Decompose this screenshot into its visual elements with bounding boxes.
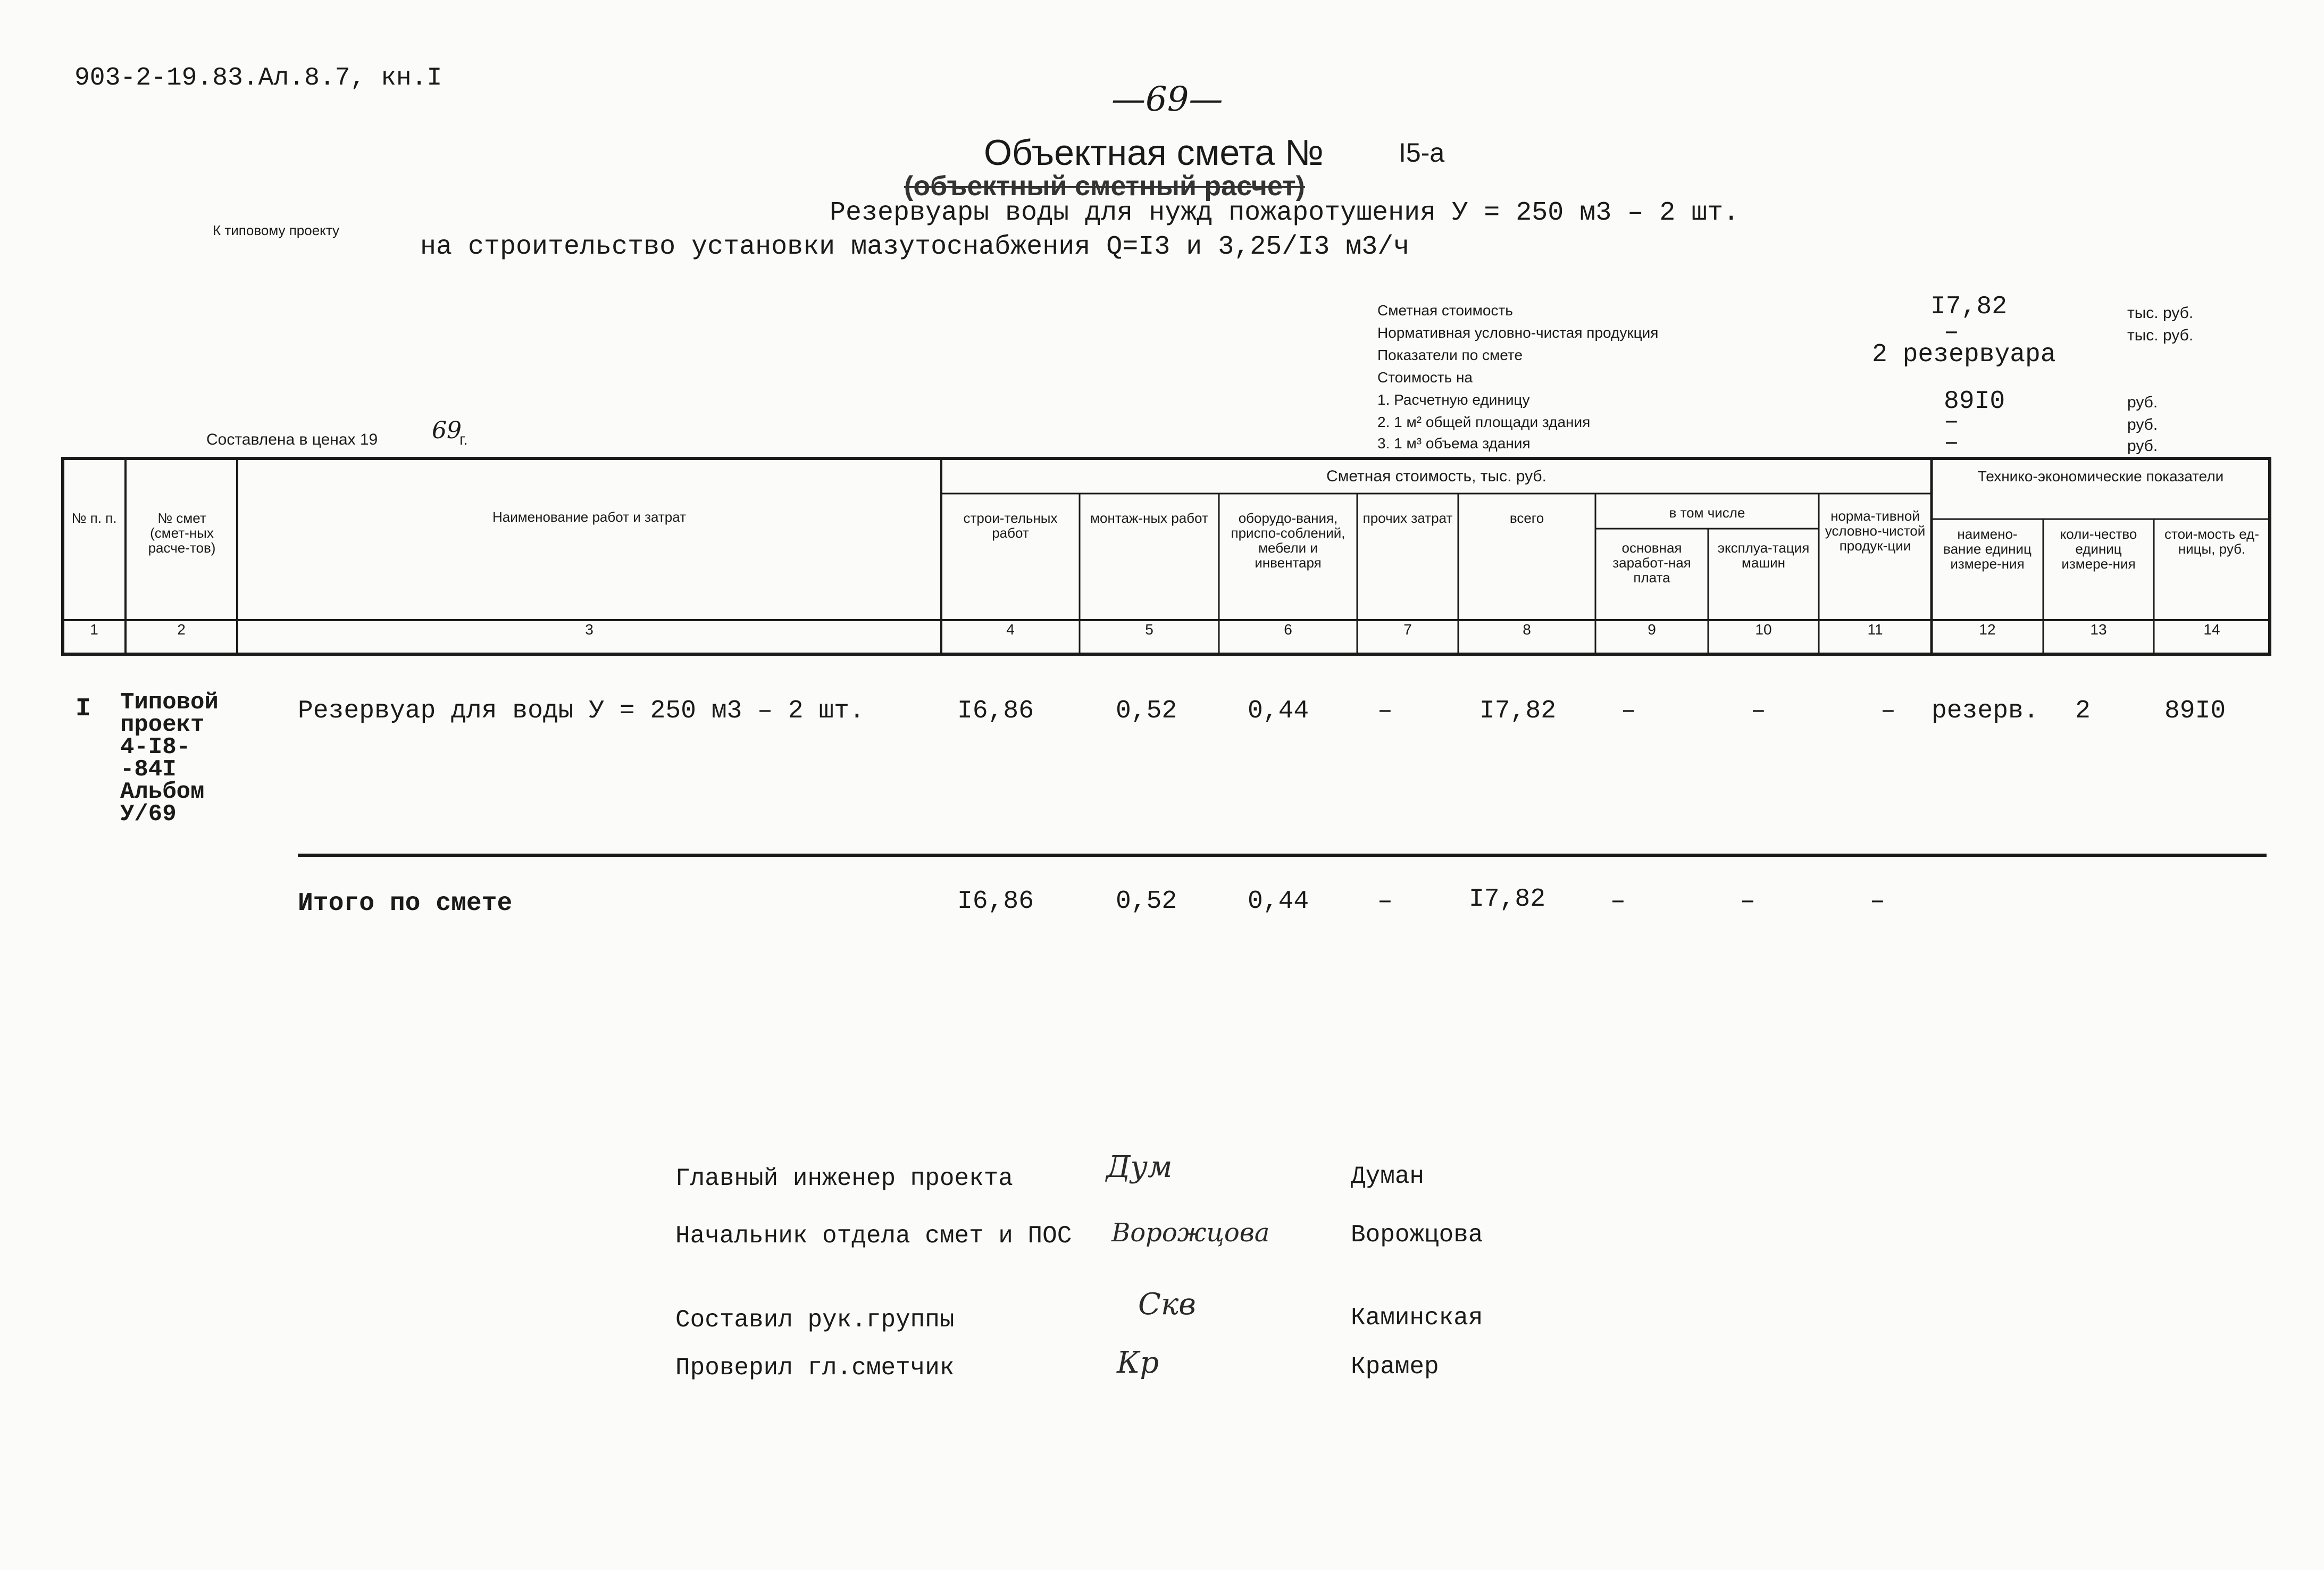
summary-value-unit: 89I0	[1944, 387, 2005, 416]
column-number: 3	[585, 621, 593, 638]
column-number: 9	[1648, 621, 1656, 638]
summary-label-volume: 3. 1 м³ объема здания	[1377, 435, 1531, 452]
to-project-label: К типовому проекту	[213, 222, 340, 238]
signature-role: Проверил гл.сметчик	[675, 1354, 955, 1382]
header-including: в том числе	[1669, 505, 1745, 521]
row-unit-cost: 89I0	[2164, 697, 2226, 725]
row-number: I	[76, 695, 91, 723]
row-machines: –	[1751, 697, 1766, 725]
total-machines: –	[1740, 887, 1755, 916]
column-number: 7	[1403, 621, 1412, 638]
estimate-number: I5-а	[1399, 138, 1445, 168]
header-unit-qty: коли-чество единиц измере-ния	[2060, 526, 2137, 572]
summary-label-cost-per: Стоимость на	[1377, 369, 1473, 386]
total-other-cost: –	[1377, 887, 1393, 916]
summary-label-unit: 1. Расчетную единицу	[1377, 391, 1530, 408]
total-normative: –	[1870, 887, 1885, 916]
row-other-cost: –	[1377, 697, 1393, 725]
signature-name: Думан	[1351, 1163, 1425, 1190]
column-number: 8	[1523, 621, 1531, 638]
summary-label-indicators: Показатели по смете	[1377, 347, 1523, 363]
column-number: 4	[1006, 621, 1015, 638]
header-total: всего	[1509, 510, 1544, 526]
column-number: 12	[1979, 621, 1996, 638]
header-equipment: оборудо-вания, приспо-соблений, мебели и инвентаря	[1231, 510, 1345, 571]
handwritten-signature: Дум	[1106, 1150, 1173, 1184]
row-total-cost: I7,82	[1479, 697, 1557, 725]
page-number: —69—	[1111, 80, 1223, 119]
row-unit-name: резерв.	[1932, 697, 2039, 725]
row-estimate-line: Типовой	[120, 689, 219, 716]
summary-unit-normative: тыс. руб.	[2127, 327, 2194, 344]
header-other: прочих затрат	[1362, 510, 1453, 526]
summary-unit-per-unit: руб.	[2127, 394, 2158, 411]
row-normative: –	[1880, 697, 1896, 725]
header-no: № п. п.	[71, 510, 117, 526]
handwritten-signature: Кр	[1117, 1346, 1159, 1380]
total-equipment-cost: 0,44	[1248, 887, 1309, 916]
row-estimate-line: -84I	[120, 756, 177, 783]
summary-label-normative: Нормативная условно-чистая продукция	[1377, 324, 1659, 341]
header-wages: основная заработ-ная плата	[1612, 540, 1691, 586]
row-estimate-line: проект	[120, 712, 205, 738]
total-total-cost: I7,82	[1469, 885, 1546, 914]
summary-value-cost: I7,82	[1930, 293, 2008, 321]
prices-year: 69	[432, 417, 462, 444]
row-estimate-line: 4-I8-	[120, 734, 191, 761]
row-equipment-cost: 0,44	[1248, 697, 1309, 725]
summary-label-cost: Сметная стоимость	[1377, 302, 1513, 319]
row-name: Резервуар для воды У = 250 м3 – 2 шт.	[298, 697, 865, 725]
summary-unit-area: руб.	[2127, 416, 2158, 433]
row-wages: –	[1621, 697, 1636, 725]
signature-role: Начальник отдела смет и ПОС	[675, 1222, 1072, 1250]
document-subtitle: Резервуары воды для нужд пожаротушения У = 250 м3 – 2 шт.	[830, 198, 1740, 228]
header-normative: норма-тивной условно-чистой продук-ции	[1825, 508, 1926, 554]
column-number: 6	[1284, 621, 1292, 638]
row-estimate-line: У/69	[120, 801, 177, 828]
signature-name: Крамер	[1351, 1353, 1439, 1381]
document-code: 903-2-19.83.Ал.8.7, кн.I	[74, 64, 442, 93]
header-cost-group: Сметная стоимость, тыс. руб.	[1326, 467, 1546, 485]
total-construction-cost: I6,86	[957, 887, 1034, 916]
handwritten-signature: Ворожцова	[1111, 1218, 1270, 1248]
column-number: 10	[1755, 621, 1772, 638]
total-installation-cost: 0,52	[1116, 887, 1177, 916]
summary-value-area: –	[1944, 407, 1959, 436]
header-estimate-no: № смет (смет-ных расче-тов)	[148, 510, 216, 556]
handwritten-signature: Скв	[1138, 1287, 1196, 1322]
header-name: Наименование работ и затрат	[492, 509, 686, 525]
summary-unit-volume: руб.	[2127, 437, 2158, 455]
column-number: 11	[1867, 621, 1883, 638]
prices-label: Составлена в ценах 19	[206, 431, 378, 448]
signature-role: Составил рук.группы	[675, 1306, 955, 1334]
row-estimate-line: Альбом	[120, 779, 205, 805]
header-unit-name: наимено-вание единиц измере-ния	[1943, 526, 2032, 572]
row-construction-cost: I6,86	[957, 697, 1034, 725]
column-number: 2	[177, 621, 186, 638]
struck-subtitle: (объектный сметный расчет)	[904, 171, 1305, 202]
column-number: 13	[2090, 621, 2107, 638]
summary-value-volume: –	[1944, 429, 1959, 457]
signature-name: Ворожцова	[1351, 1221, 1483, 1249]
row-unit-qty: 2	[2075, 697, 2091, 725]
summary-value-normative: –	[1944, 318, 1959, 347]
construction-description: на строительство установки мазутоснабжения Q=I3 и 3,25/I3 м3/ч	[420, 232, 1410, 262]
column-number: 5	[1145, 621, 1153, 638]
total-wages: –	[1610, 887, 1626, 916]
summary-value-indicators: 2 резервуара	[1872, 340, 2056, 369]
total-row-name: Итого по смете	[298, 889, 513, 918]
column-number: 1	[90, 621, 98, 638]
signature-role: Главный инженер проекта	[675, 1165, 1013, 1192]
header-tech-group: Технико-экономические показатели	[1977, 468, 2224, 485]
summary-unit-cost: тыс. руб.	[2127, 304, 2194, 322]
header-installation: монтаж-ных работ	[1090, 510, 1208, 526]
document-title: Объектная смета №	[984, 132, 1324, 173]
header-construction: строи-тельных работ	[963, 510, 1058, 541]
summary-label-area: 2. 1 м² общей площади здания	[1377, 414, 1591, 430]
row-installation-cost: 0,52	[1116, 697, 1177, 725]
column-number: 14	[2203, 621, 2220, 638]
header-machines: эксплуа-тация машин	[1717, 540, 1810, 571]
header-unit-cost: стои-мость ед-ницы, руб.	[2164, 526, 2259, 557]
signature-name: Каминская	[1351, 1304, 1483, 1332]
prices-suffix: г.	[459, 431, 468, 448]
row-estimate-ref	[120, 689, 219, 828]
